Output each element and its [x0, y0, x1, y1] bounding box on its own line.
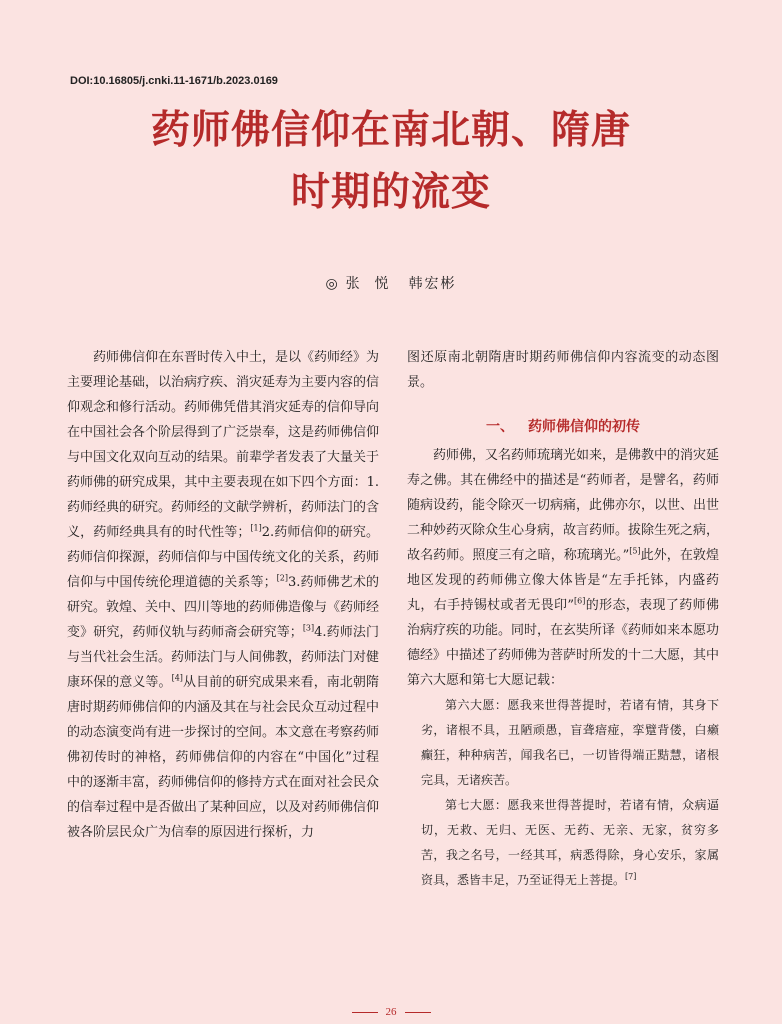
authors [0, 273, 782, 293]
author-1: 张 悦 [345, 276, 391, 292]
title-line-2: 时期的流变 [290, 170, 491, 215]
citation-2: [2] [276, 573, 288, 583]
page-number-text: 26 [385, 1006, 397, 1018]
page-number [0, 1006, 782, 1018]
text-segment: 的形态，表现了药师佛治病疗疾的功能。同时，在玄奘所译《药师如来本愿功德经》中描述了药师佛为菩萨时所发的十二大愿，其中第六大愿和第七大愿记载： [407, 598, 720, 688]
citation-5: [5] [629, 546, 641, 556]
citation-6: [6] [574, 596, 586, 606]
intro-continuation: 图还原南北朝隋唐时期药师佛信仰内容流变的动态图景。 [407, 350, 719, 390]
title-line-1: 药师佛信仰在南北朝、隋唐 [150, 108, 631, 153]
author-symbol: ◎ [325, 276, 340, 292]
text-segment: 此外，在敦煌地区发现的药师佛立像大体皆是“左手托钵，内盛药丸，右手持锡杖或者无畏印” [407, 548, 719, 613]
article-title [0, 100, 782, 224]
page-number-rule-right [405, 1012, 431, 1013]
text-segment: 2.药师信仰的研究。药师信仰探源，药师信仰与中国传统文化的关系，药师信仰与中国传统伦理道德的关系等； [67, 525, 380, 590]
quote-vow-6: 第六大愿：愿我来世得菩提时，若诸有情，其身下劣，诸根不具，丑陋顽愚，盲聋瘖痖，挛躄背偻，白癞癫狂，种种病苦，闻我名已，一切皆得端正黠慧，诸根完具，无诸疾苦。 [421, 698, 719, 787]
right-column [407, 345, 719, 893]
citation-3: [3] [302, 623, 315, 633]
body-paragraph [407, 443, 719, 693]
citation-1: [1] [250, 523, 262, 533]
text-segment: 第七大愿：愿我来世得菩提时，若诸有情，众病逼切，无救、无归、无医、无药、无亲、无家，贫穷多苦，我之名号，一经其耳，病悉得除，身心安乐，家属资具，悉皆丰足，乃至证得无上菩提。 [421, 798, 719, 887]
citation-7: [7] [625, 872, 637, 881]
section-number: 一、 [486, 419, 514, 435]
section-title: 药师佛信仰的初传 [528, 419, 640, 435]
text-segment: 药师佛信仰在东晋时传入中土，是以《药师经》为主要理论基础，以治病疗疾、消灾延寿为主要内容的信仰观念和修行活动。药师佛凭借其消灾延寿的信仰导向在中国社会各个阶层得到了广泛崇奉，这是药师佛信仰与中国文化双向互动的结果。前辈学者发表了大量关于药师佛的研究成果，其中主要表现在如下四个方面：1.药师经典的研究。药师经的文献学辨析，药师法门的含义，药师经典具有的时代性等； [67, 350, 380, 540]
doi: DOI:10.16805/j.cnki.11-1671/b.2023.0169 [70, 75, 278, 87]
page-number-rule-left [352, 1012, 378, 1013]
text-segment: 4.药师法门与当代社会生活。药师法门与人间佛教，药师法门对健康环保的意义等。 [67, 625, 380, 690]
left-column [67, 345, 379, 845]
author-2: 韩宏彬 [408, 276, 457, 292]
text-segment: 从目前的研究成果来看，南北朝隋唐时期药师佛信仰的内涵及其在与社会民众互动过程中的动态演变尚有进一步探讨的空间。本文意在考察药师佛初传时的神格，药师佛信仰的内容在“中国化”过程中的逐渐丰富，药师佛信仰的修持方式在面对社会民众的信奉过程中是否做出了某种回应，以及对药师佛信仰被各阶层民众广为信奉的原因进行探析，力 [67, 675, 380, 840]
intro-paragraph [67, 345, 379, 845]
text-segment: 药师佛，又名药师琉璃光如来，是佛教中的消灾延寿之佛。其在佛经中的描述是“药师者，是譬名，药师随病设药，能令除灭一切病痛，此佛亦尔，以世、出世二种妙药灭除众生心身病，故言药师。拔除生死之病，故名药师。照度三有之暗，称琉璃光。” [407, 448, 720, 563]
quote-vow-7 [421, 793, 719, 893]
text-segment: 3.药师佛艺术的研究。敦煌、关中、四川等地的药师佛造像与《药师经变》研究，药师仪轨与药师斋会研究等； [67, 575, 380, 640]
block-quote [407, 693, 719, 893]
citation-4: [4] [171, 673, 183, 683]
section-heading [407, 415, 719, 439]
